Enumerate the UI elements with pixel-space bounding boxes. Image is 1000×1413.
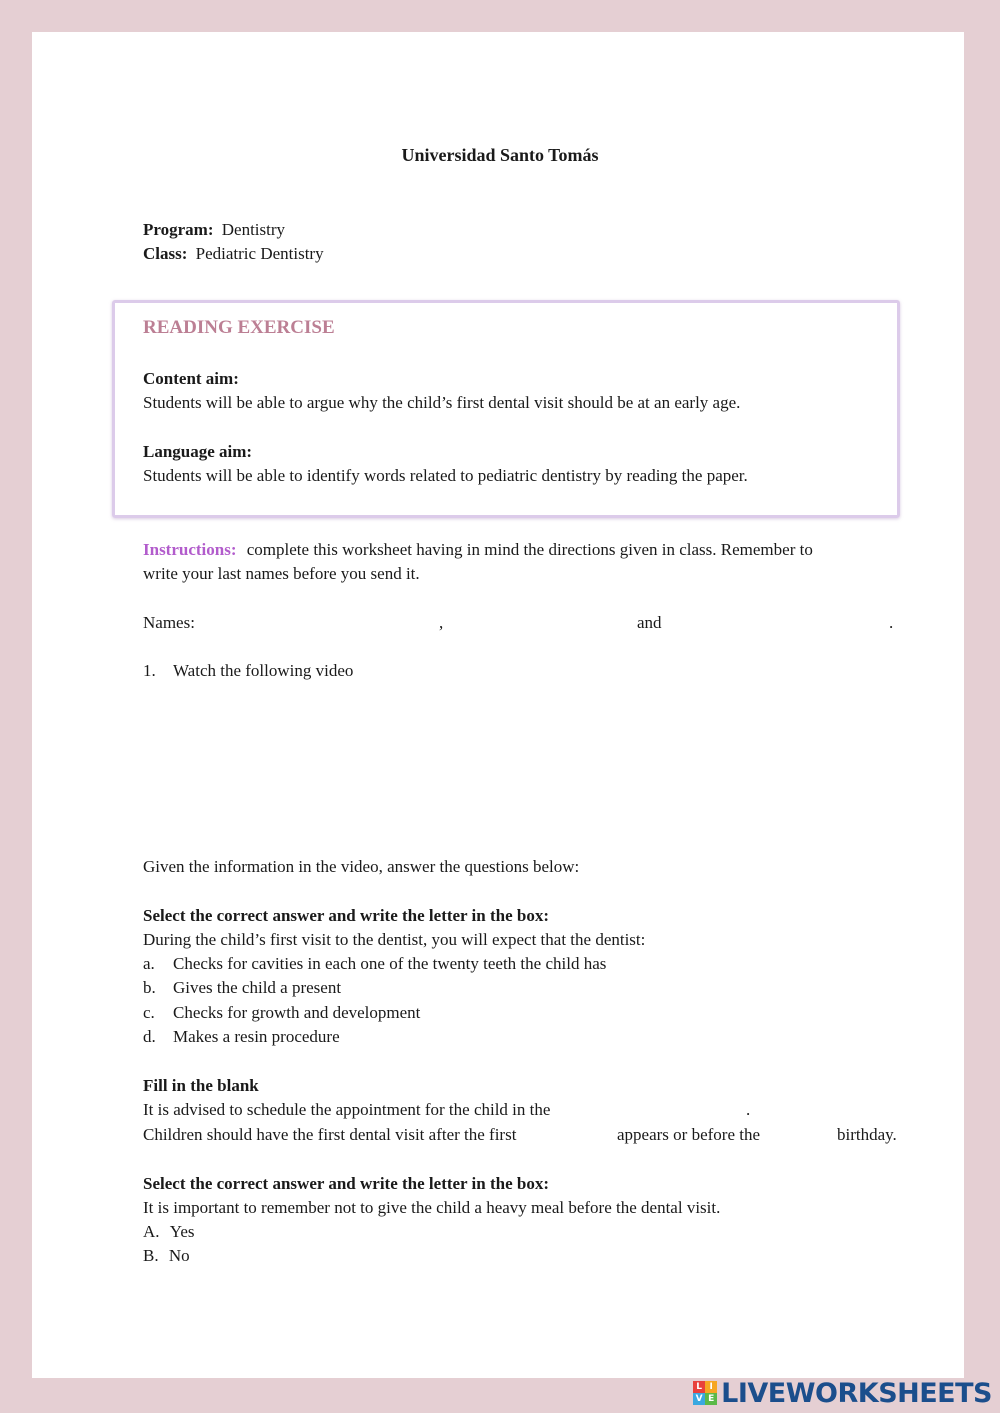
class-line [143, 244, 324, 264]
q3-option-letter: B. [143, 1246, 159, 1265]
q1-option-letter: a. [143, 954, 155, 973]
q2-line-2-part-1: Children should have the first dental visit after the first [143, 1125, 517, 1144]
q1-option-text: Makes a resin procedure [173, 1027, 340, 1046]
liveworksheets-logo[interactable] [693, 1377, 992, 1409]
names-and: and [637, 613, 662, 632]
q3-prompt: It is important to remember not to give the child a heavy meal before the dental visit. [143, 1198, 721, 1217]
q1-heading: Select the correct answer and write the letter in the box: [143, 906, 549, 925]
q3-option-a [143, 1222, 195, 1242]
q3-option-text: Yes [169, 1222, 195, 1241]
q2-line-2-part-2: appears or before the [617, 1125, 761, 1144]
language-aim-label: Language aim: [143, 442, 253, 461]
q3-option-text: No [168, 1246, 190, 1265]
name-1-input[interactable] [205, 612, 433, 634]
q2-heading: Fill in the blank [143, 1076, 259, 1095]
q1-option-c [143, 1003, 421, 1023]
q1-option-text: Checks for growth and development [173, 1003, 421, 1022]
q1-option-letter: c. [143, 1003, 155, 1022]
instructions-line-2: write your last names before you send it. [143, 564, 420, 583]
q2-blank-3-input[interactable] [777, 1124, 833, 1146]
q2-line-1-end: . [746, 1100, 751, 1119]
instructions-label: Instructions: [143, 540, 237, 559]
video-embed[interactable] [143, 690, 443, 840]
q3-heading: Select the correct answer and write the letter in the box: [143, 1174, 549, 1193]
q1-option-b [143, 978, 342, 998]
step-1-number: 1. [143, 661, 156, 680]
page-title: Universidad Santo Tomás [401, 145, 599, 165]
q2-line-2-part-3: birthday. [837, 1125, 897, 1144]
instructions-text-1: complete this worksheet having in mind the directions given in class. Remember to [246, 540, 813, 559]
names-label: Names: [143, 613, 195, 632]
names-period: . [889, 613, 894, 632]
q1-option-letter: b. [143, 978, 156, 997]
q2-blank-2-input[interactable] [553, 1124, 611, 1146]
q3-answer-box[interactable] [590, 1172, 650, 1194]
q1-option-text: Checks for cavities in each one of the twenty teeth the child has [173, 954, 607, 973]
step-1-text: Watch the following video [173, 661, 354, 680]
q2-line-1: It is advised to schedule the appointment for the child in the [143, 1100, 551, 1119]
name-2-input[interactable] [452, 612, 632, 634]
content-aim-label: Content aim: [143, 369, 239, 388]
q3-option-b [143, 1246, 190, 1266]
names-comma: , [439, 613, 444, 632]
q1-answer-box[interactable] [590, 904, 650, 926]
q1-option-text: Gives the child a present [173, 978, 342, 997]
step-1 [143, 661, 354, 681]
program-label: Program: [143, 220, 214, 239]
language-aim-text: Students will be able to identify words related to pediatric dentistry by reading the paper. [143, 466, 748, 485]
name-3-input[interactable] [670, 612, 886, 634]
class-label: Class: [143, 244, 188, 263]
program-line [143, 220, 285, 240]
q1-option-d [143, 1027, 340, 1047]
q2-blank-1-input[interactable] [590, 1099, 740, 1121]
class-value: Pediatric Dentistry [195, 244, 324, 263]
reading-exercise-heading: READING EXERCISE [143, 317, 335, 338]
liveworksheets-badge-icon: L I V E [693, 1381, 717, 1405]
q1-option-letter: d. [143, 1027, 156, 1046]
content-aim-text: Students will be able to argue why the child’s first dental visit should be at an early age. [143, 393, 741, 412]
liveworksheets-logo-text: LIVEWORKSHEETS [721, 1377, 992, 1409]
program-value: Dentistry [221, 220, 286, 239]
q3-option-letter: A. [143, 1222, 160, 1241]
q1-option-a [143, 954, 607, 974]
q1-prompt: During the child’s first visit to the dentist, you will expect that the dentist: [143, 930, 646, 949]
instructions-line-1 [143, 540, 813, 560]
given-info-text: Given the information in the video, answer the questions below: [143, 857, 580, 876]
